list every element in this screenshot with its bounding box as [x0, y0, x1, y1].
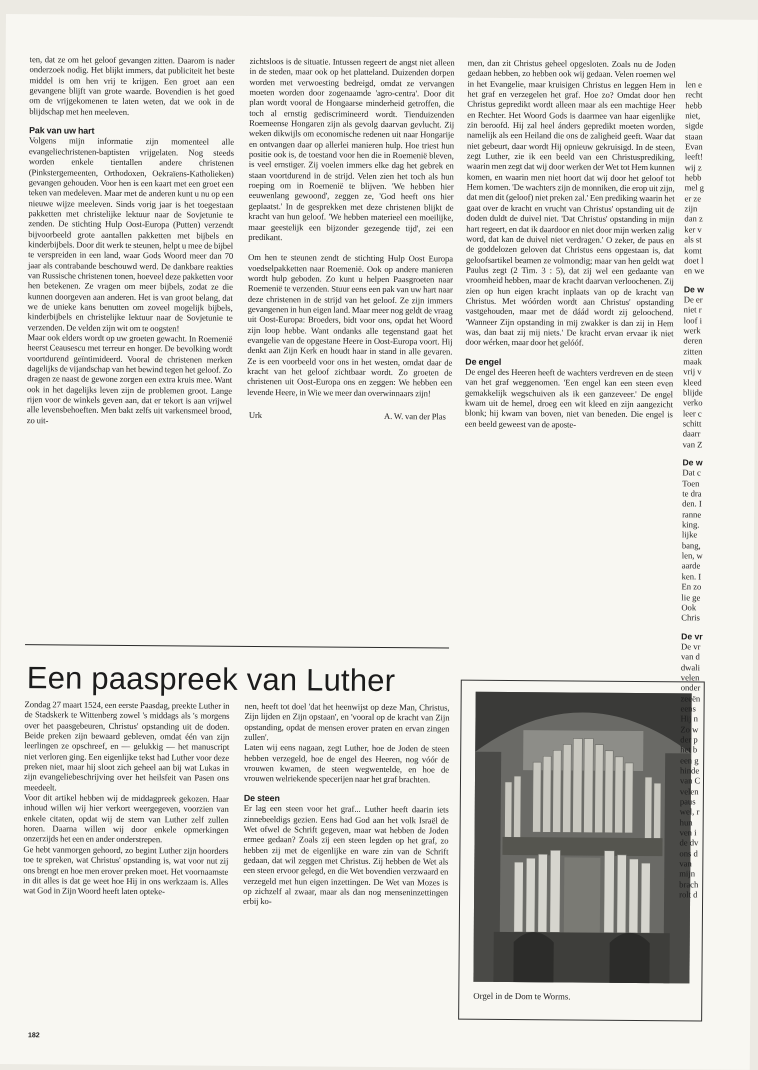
cut-line: ken. I	[681, 571, 702, 582]
cut-line: van Z	[682, 439, 703, 450]
paragraph: Maar ook elders wordt op uw groeten gewacht. In Roemenië heerst Ceausescu met terreur en honger. De bevolking wordt voortdurend geïntimideerd. Vooral de christenen merken dagelijks de vijandschap van het bewind tegen het geloof. Zo dragen ze naast de gewone zorgen een extra kruis mee. Want ook in het dagelijks leven zijn de problemen groot. Lange rijen voor de winkels geven aan, dat er tekort is aan vrijwel alle levensbehoeften. Men bakt zelfs uit varkensmeel brood, zo uit-	[26, 332, 233, 426]
section-heading: De steen	[243, 792, 280, 803]
paragraph: nen, heeft tot doel 'dat het heenwijst op deze Man, Christus, Zijn lijden en Zijn opstaan', en 'vooral op de kracht van Zijn opstanding, opdat de mensen erover praten en ervan zingen zullen'.	[244, 700, 450, 743]
top-article-column-2	[247, 56, 455, 422]
cut-line: king.	[681, 519, 700, 530]
section-heading: De engel	[465, 356, 502, 367]
organ-photo	[458, 680, 705, 1022]
organ-image	[473, 692, 691, 984]
cut-line: aarde	[681, 560, 701, 571]
paragraph: Ge hebt vanmorgen gehoord, zo begint Luther zijn hoorders toe te spreken, wat Christus' opstanding is, wat voor nut zij ons brengt en hoe men erover preken moet. Het voornaamste in dit alles is dat ge weet hoe Hij in ons werkzaam is. Alles wat God in Zijn Woord heeft laten opteke-	[23, 843, 229, 897]
cut-line: zeeën	[680, 692, 701, 704]
cut-line: len, w	[681, 550, 703, 561]
cut-line: paus	[679, 796, 696, 807]
cut-line: daarr	[682, 428, 701, 439]
cut-line: De w	[683, 283, 704, 295]
cut-line: blijde	[683, 387, 703, 398]
cut-line: rolt d	[679, 889, 698, 900]
cut-line: Zo w	[680, 723, 699, 735]
paragraph: ten, dat ze om het geloof gevangen zitten. Daarom is nader onderzoek nodig. Het blijkt immers, dat publiciteit het beste middel is om hen vrij te krijgen. Een groet aan een gevangene blijft van grote waarde. Bovendien is het goed om de vrijgekomenen te laten weten, dat we ook in de blijdschap met hen meeleven.	[29, 54, 235, 117]
paragraph: Voor dit artikel hebben wij de middagpreek gekozen. Haar inhoud willen wij hier verkort weergegeven, voorzien van enkele citaten, opdat wij de stem van Luther zelf zullen horen. Daarna willen wij door enkele opmerkingen onzerzijds het een en ander onderstrepen.	[23, 792, 229, 845]
signature-author: A. W. van der Plas	[383, 410, 446, 422]
cut-line: er ze	[684, 193, 702, 204]
cut-line: staan	[685, 131, 703, 142]
cut-line: niet r	[683, 304, 702, 315]
paragraph: De engel des Heeren heeft de wachters verdreven en de steen van het graf weggenomen. 'Een engel kan een steen even gemakkelijk wegschuiven als ik een ganzeveer.' De engel kwam uit de hemel, droeg een wit kleed en zijn aangezicht blonk; hij kwam van boven, niet van beneden. Die engel is een beeld geweest van de aposte-	[464, 366, 674, 430]
cut-line: De er	[683, 294, 703, 305]
cut-line: onder	[680, 682, 701, 693]
cut-line: dwali	[680, 661, 701, 673]
cut-line: recht	[685, 89, 703, 100]
cut-line: Evan	[684, 141, 703, 152]
cut-line: De vr	[681, 630, 703, 642]
cut-line: werk	[683, 325, 701, 336]
cut-line: zijn	[684, 203, 698, 214]
cut-line: en we	[683, 265, 705, 276]
photo-caption: Orgel in de Dom te Worms.	[473, 990, 571, 1002]
cut-line: kleed	[683, 376, 702, 388]
cut-line: de dv	[679, 837, 699, 848]
magazine-page	[0, 14, 758, 1070]
signature-place: Urk	[248, 409, 263, 421]
cut-line: ranne	[682, 509, 702, 520]
paragraph: Er lag een steen voor het graf... Luther heeft daarin iets zinnebeeldigs gezien. Eens had God aan het volk Israël de Wet ofwel de Schrift gegeven, maar wat hebben de Joden ermee gedaan? Zoals zij een steen legden op het graf, zo hebben zij met de eigenlijke en ware zin van de Schrift gedaan, dat wil zeggen met Christus. Zij hebben de Wet als een steen ervoor gelegd, en die Wet bovendien verzwaard en verzegeld met hun eigen inzettingen. De Wet van Mozes is op zichzelf al zwaar, maar als dan nog menseninzettingen erbij ko-	[243, 803, 449, 907]
cut-line: mel g	[684, 182, 705, 193]
section-heading: Pak van uw hart	[29, 125, 95, 136]
cut-line: hinde	[680, 765, 700, 776]
cut-line: van	[679, 858, 692, 869]
cut-line: komt	[684, 244, 702, 255]
cut-line: leeft!	[684, 151, 704, 162]
cut-line: der p	[680, 734, 698, 745]
cut-line: leer c	[682, 407, 702, 419]
cut-line: maak	[683, 356, 702, 367]
cut-line: hebb	[684, 172, 702, 183]
cut-line: ker v	[684, 224, 702, 235]
cut-line: velen	[680, 672, 700, 683]
cut-line: Dat c	[682, 467, 701, 478]
cut-line: wel, r	[679, 806, 700, 817]
cut-line: hun	[679, 817, 693, 828]
cut-line: het b	[680, 744, 698, 755]
cut-line: verko	[682, 397, 703, 408]
cut-line: sigde	[685, 120, 704, 131]
article-separator-rule	[25, 644, 449, 649]
paragraph: men, dan zit Christus geheel opgesloten. Zoals nu de Joden gedaan hebben, zo hebben ook wij gedaan. Velen roemen wel in het Evangelie, maar kruisigen Christus en leggen Hem in het graf en verzegelen het graf. Hoe zo? Omdat door hen Christus gepredikt wordt alleen maar als een machtige Heer en Rechter. Het Woord Gods is daarmee van haar eigenlijke zin beroofd. Hij zal heel ánders gepredikt moeten worden, namelijk als een Heiland die ons de zaligheid geeft. Waar dat niet gebeurt, daar wordt Hij opnieuw gekruisigd. In de steen, zegt Luther, zie ik een beeld van een Christusprediking, waarin men zegt dat wij door werken der Wet tot Hem kunnen komen, en waarin men niet hoort dat wij door het geloof tot Hem komen. 'De wachters zijn de monniken, die erop uit zijn, dat men dit (geloof) niet preken zal.' Een prediking waarin het gaat over de kracht en vrucht van Christus' opstanding uit de doden duldt de duivel niet. 'Dat Christus' opstanding in mijn hart regeert, en dat ik daardoor en niet door mijn werken zalig word, dat kan de duivel niet verdragen.' O zeker, de paus en de goddelozen geloven dat Christus eens opgestaan is, dat geloofsartikel beamen ze volmondig; maar van hen geldt wat Paulus zegt (2 Tim. 3 : 5), dat zij wel een gedaante van vroomheid hebben, maar de kracht daarvan verloochenen. Zij zien op hun eigen kracht inplaats van op de kracht van Christus. Met wóórden wordt aan Christus' opstanding vastgehouden, maar met de dáád wordt zij geloochend. 'Wanneer Zijn opstanding in mij zwakker is dan zij in Hem was, dan baat zij mij niets.' De kracht ervan ervaar ik niet door wérken, maar door het gelóóf.	[465, 57, 676, 348]
cut-line: van d	[680, 651, 700, 662]
paragraph: Volgens mijn informatie zijn momenteel alle evangeliechristenen-baptisten vrijgelaten. Nog steeds worden enkele tientallen andere christenen (Pinkstergemeenten, Orthodoxen, Oekraïens-Katholieken) gevangen gehouden. Voor hen is een kaart met een groet een teken van medeleven. Maar met de anderen kunt u nu op een nieuwe wijze meeleven. Sinds vorig jaar is het toegestaan pakketten met christelijke lektuur naar de Sovjetunie te zenden. De stichting Hulp Oost-Europa (Putten) verzendt bijvoorbeeld grote aantallen pakketten met bijbels en kinderbijbels. Door dit werk te steunen, helpt u mee de bijbel te verspreiden in een land, waar Gods Woord meer dan 70 jaar als contrabande beschouwd werd. De dankbare reakties van Russische christenen tonen, hoeveel deze pakketten voor hen betekenen. Ze vragen om meer bijbels, zodat ze die kunnen doorgeven aan anderen. Het is van groot belang, dat we de unieke kans benutten om zoveel mogelijk bijbels, kinderbijbels en christelijke lektuur naar de Sovjetunie te verzenden. De velden zijn wit om te oogsten!	[27, 135, 235, 334]
cut-line: een g	[680, 754, 699, 766]
cut-line: dan z	[684, 213, 703, 224]
top-article-column-1	[27, 54, 235, 427]
article-column-1	[23, 699, 230, 897]
cut-line: eens	[680, 703, 696, 714]
signature	[247, 410, 452, 422]
cut-line: loof i	[683, 314, 703, 326]
cut-line: Chris	[681, 612, 700, 623]
cut-line: lijke	[681, 529, 698, 540]
cut-line: De vr	[681, 641, 701, 652]
cut-line: van C	[679, 775, 701, 786]
luther-column-3	[465, 58, 676, 431]
paragraph: Zondag 27 maart 1524, een eerste Paasdag, preekte Luther in de Stadskerk te Wittenberg zowel 's middags als 's morgens over het paasgebeuren, Christus' opstanding uit de doden. Beide preken zijn bewaard gebleven, omdat één van zijn leerlingen ze opschreef, en — gelukkig — het manuscript niet verloren ging. Een eigenlijke tekst had Luther voor deze preken niet, maar hij sloot zich geheel aan bij wat Lukas in zijn evangeliebeschrijving over het heilsfeit van Pasen ons meedeelt.	[23, 699, 230, 793]
paragraph: Om hen te steunen zendt de stichting Hulp Oost Europa voedselpakketten naar Roemenië. Ook op andere manieren wordt hulp geboden. Zo kunt u helpen Paasgroeten naar Roemenië te verzenden. Stuur eens een pak van uw hart naar deze christenen in de strijd van het geloof. Ze zijn immers gevangenen in hun eigen land. Maar meer nog geldt de vraag uit Oost-Europa: Broeders, bidt voor ons, opdat het Woord zijn loop hebbe. Want ondanks alle tegenstand gaat het evangelie van de opgestane Heere in Oost-Europa voort. Hij denkt aan Zijn Kerk en houdt haar in stand in alle gevaren. Ze is een voorbeeld voor ons in het westen, omdat daar de kracht van het geloof zichtbaar wordt. Zo groeten de christenen uit Oost-Europa ons en zeggen: We hebben een levende Heere, in Wie we meer dan overwinnaars zijn!	[247, 252, 454, 399]
cut-line: bang,	[681, 540, 701, 551]
page-number: 182	[27, 1032, 40, 1040]
cut-line: velen	[679, 786, 699, 797]
cut-line: schitt	[682, 418, 702, 429]
cut-line: ons d	[679, 848, 698, 859]
cut-line: hebb	[685, 100, 703, 111]
cut-line: doet l	[684, 255, 704, 266]
cut-off-column	[679, 79, 725, 900]
cut-line: lie ge	[681, 591, 701, 602]
paragraph: Laten wij eens nagaan, zegt Luther, hoe de Joden de steen hebben verzegeld, hoe de engel des Heeren, nog vóór de vrouwen kwamen, de steen wegwentelde, en hoe de vrouwen welriekende specerijen naar het graf brachten.	[243, 742, 450, 785]
cut-line: wij z	[684, 162, 702, 173]
cut-line: te dra	[682, 488, 702, 499]
cut-line: ven i	[679, 827, 697, 838]
cut-line: Toen	[682, 478, 700, 489]
cut-line: deren	[683, 335, 703, 346]
article-title: Een paaspreek van Luther	[26, 660, 396, 699]
cut-line: brach	[679, 879, 699, 890]
cut-line: len e	[685, 79, 702, 90]
cut-line: den. I	[682, 498, 702, 509]
cut-line: niet,	[685, 110, 701, 121]
cut-line: Ook	[681, 602, 697, 613]
cut-line: als st	[684, 234, 702, 245]
cut-line: De w	[682, 457, 703, 468]
cut-line: vrij v	[683, 366, 702, 377]
article-column-2	[243, 701, 450, 908]
paragraph: zichtsloos is de situatie. Intussen regeert de angst niet alleen in de steden, maar ook op het platteland. Duizenden dorpen worden met verwoesting bedreigd, omdat ze vervangen moeten worden door zogenaamde 'agro-centra'. Door dit plan wordt vooral de Hongaarse minderheid getroffen, die toch al ernstig gediscrimineerd wordt. Tienduizenden Roemeense Hongaren zijn als gevolg daarvan gevlucht. Zij weken dikwijls om economische redenen uit naar Hongarije en ontvangen daar op allerlei manieren hulp. Hoe triest hun positie ook is, de toestand voor hen die in Roemenië bleven, is veel ernstiger. Zij voelen immers elke dag het gebrek en staan voortdurend in de strijd. Velen zien het toch als hun roeping om in Roemenië te blijven. 'We hebben hier eeuwenlang gewoond', zeggen ze, 'God heeft ons hier geplaatst.' In de gesprekken met deze christenen blijkt de kracht van hun geloof. 'We hebben materieel een moeilijke, maar geestelijk een bijzonder gezegende tijd', zei een predikant.	[248, 55, 455, 243]
cut-line: zitten	[683, 345, 703, 357]
cut-line: En zo	[681, 581, 702, 592]
cut-line: mijn	[679, 868, 696, 879]
cut-line: Hij n	[680, 713, 698, 724]
